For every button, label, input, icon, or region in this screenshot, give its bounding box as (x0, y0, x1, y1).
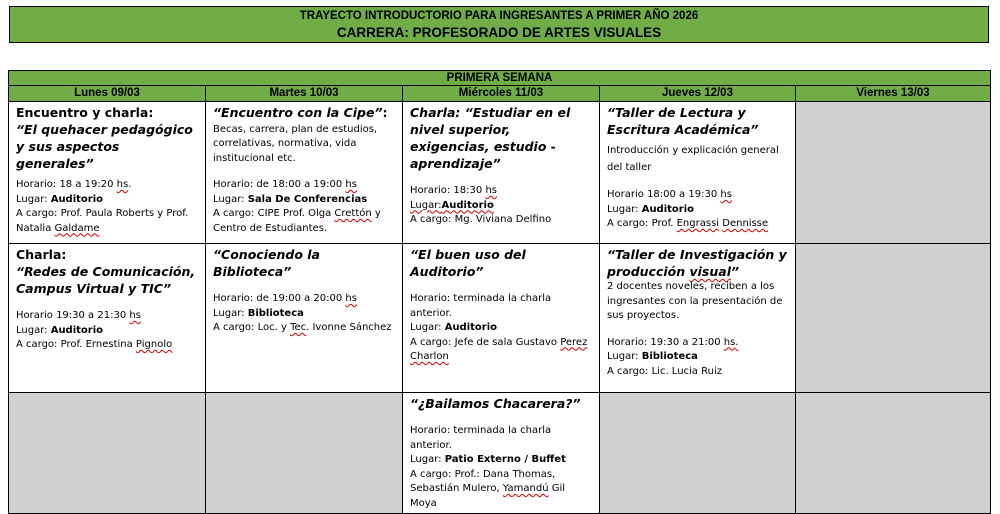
empty-cell-friday-3 (796, 393, 991, 514)
event-horario: Horario: 18:30 hs (410, 185, 497, 196)
event-lugar: Lugar: Auditorio (410, 322, 498, 333)
event-title: “El quehacer pedagógico y sus aspectos generales” (16, 122, 193, 171)
event-title: “Taller de Lectura y Escritura Académica” (607, 105, 759, 137)
event-cargo: A cargo: Prof. Ernestina Pignolo (16, 339, 173, 350)
event-cargo: A cargo: Prof.: Dana Thomas, Sebastián Mulero, Yamandú Gil Moya (410, 468, 566, 509)
event-description: 2 docentes noveles, reciben a los ingresantes con la presentación de sus proyectos. (607, 281, 783, 321)
event-lugar: Lugar: Auditorio (16, 193, 104, 205)
event-horario: Horario 18:00 a 19:30 hs (607, 189, 732, 200)
event-cell-tuesday-2 (206, 244, 403, 393)
event-title: “Encuentro con la Cipe”: (213, 105, 388, 120)
event-title: “Taller de Investigación y producción visual” (607, 247, 787, 279)
event-horario: Horario: terminada la charla anterior. (410, 293, 552, 319)
page-header (9, 6, 989, 43)
event-cargo: A cargo: Jefe de sala Gustavo Perez Charlon (410, 336, 588, 362)
event-horario: Horario: de 19:00 a 20:00 hs (213, 293, 357, 304)
event-cell-tuesday-1 (206, 102, 403, 244)
event-horario: Horario 19:30 a 21:30 hs (16, 310, 141, 321)
event-lugar: Lugar:Auditorio (410, 199, 494, 211)
event-cargo: A cargo: Mg. Viviana Delfino (410, 214, 552, 225)
day-header-thursday: Jueves 12/03 (600, 86, 796, 102)
day-header-friday: Viernes 13/03 (796, 86, 991, 102)
event-cell-monday-2 (9, 244, 206, 393)
day-header-tuesday: Martes 10/03 (206, 86, 403, 102)
event-title: “Redes de Comunicación, Campus Virtual y TIC” (16, 264, 196, 296)
career-title: CARRERA: PROFESORADO DE ARTES VISUALES (336, 25, 662, 40)
event-cell-wednesday-2 (403, 244, 600, 393)
event-cell-thursday-1 (600, 102, 796, 244)
event-description: Becas, carrera, plan de estudios, correlativas, normativa, vida institucional etc. (213, 123, 378, 164)
event-horario: Horario: de 18:00 a 19:00 hs (213, 179, 357, 190)
event-title: “El buen uso del Auditorio” (410, 247, 526, 279)
day-header-monday: Lunes 09/03 (9, 86, 206, 102)
event-lugar: Lugar: Auditorio (607, 203, 695, 215)
event-title: Charla: “Estudiar en el nivel superior, exigencias, estudio - aprendizaje” (410, 105, 571, 171)
event-description: Introducción y explicación general del taller (607, 145, 779, 173)
event-lugar: Lugar: Biblioteca (607, 351, 698, 362)
empty-cell-friday-1 (796, 102, 991, 244)
event-lugar: Lugar: Auditorio (16, 324, 104, 336)
event-title: “Conociendo la Biblioteca” (213, 247, 320, 279)
event-title-prefix: Encuentro y charla: (16, 105, 154, 120)
event-cargo: A cargo: CIPE Prof. Olga Crettón y Centro de Estudiantes. (213, 208, 381, 234)
event-lugar: Lugar: Sala De Conferencias (213, 193, 368, 205)
event-horario: Horario: 18 a 19:20 hs. (16, 179, 132, 190)
event-horario: Horario: 19:30 a 21:00 hs. (607, 336, 739, 348)
event-cell-thursday-2 (600, 244, 796, 393)
event-lugar: Lugar: Patio Externo / Buffet (410, 454, 566, 465)
event-cargo: A cargo: Prof. Paula Roberts y Prof. Natalia Galdame (16, 208, 189, 234)
event-cargo: A cargo: Prof. Engrassi Dennisse (607, 218, 769, 229)
event-cell-wednesday-3 (403, 393, 600, 514)
empty-cell-tuesday-3 (206, 393, 403, 514)
event-lugar: Lugar: Biblioteca (213, 307, 304, 319)
schedule-table (8, 70, 991, 514)
event-cargo: A cargo: Loc. y Tec. Ivonne Sánchez (213, 322, 392, 333)
week-title: PRIMERA SEMANA (9, 71, 991, 86)
empty-cell-monday-3 (9, 393, 206, 514)
event-cell-monday-1 (9, 102, 206, 244)
event-title-prefix: Charla: (16, 247, 67, 262)
program-title: TRAYECTO INTRODUCTORIO PARA INGRESANTES A PRIMER AÑO 2026 (299, 10, 699, 22)
empty-cell-friday-2 (796, 244, 991, 393)
day-header-wednesday: Miércoles 11/03 (403, 86, 600, 102)
event-horario: Horario: terminada la charla anterior. (410, 425, 552, 451)
event-title: “¿Bailamos Chacarera?” (410, 396, 581, 411)
empty-cell-thursday-3 (600, 393, 796, 514)
event-cargo: A cargo: Lic. Lucia Ruiz (607, 365, 722, 377)
event-cell-wednesday-1 (403, 102, 600, 244)
